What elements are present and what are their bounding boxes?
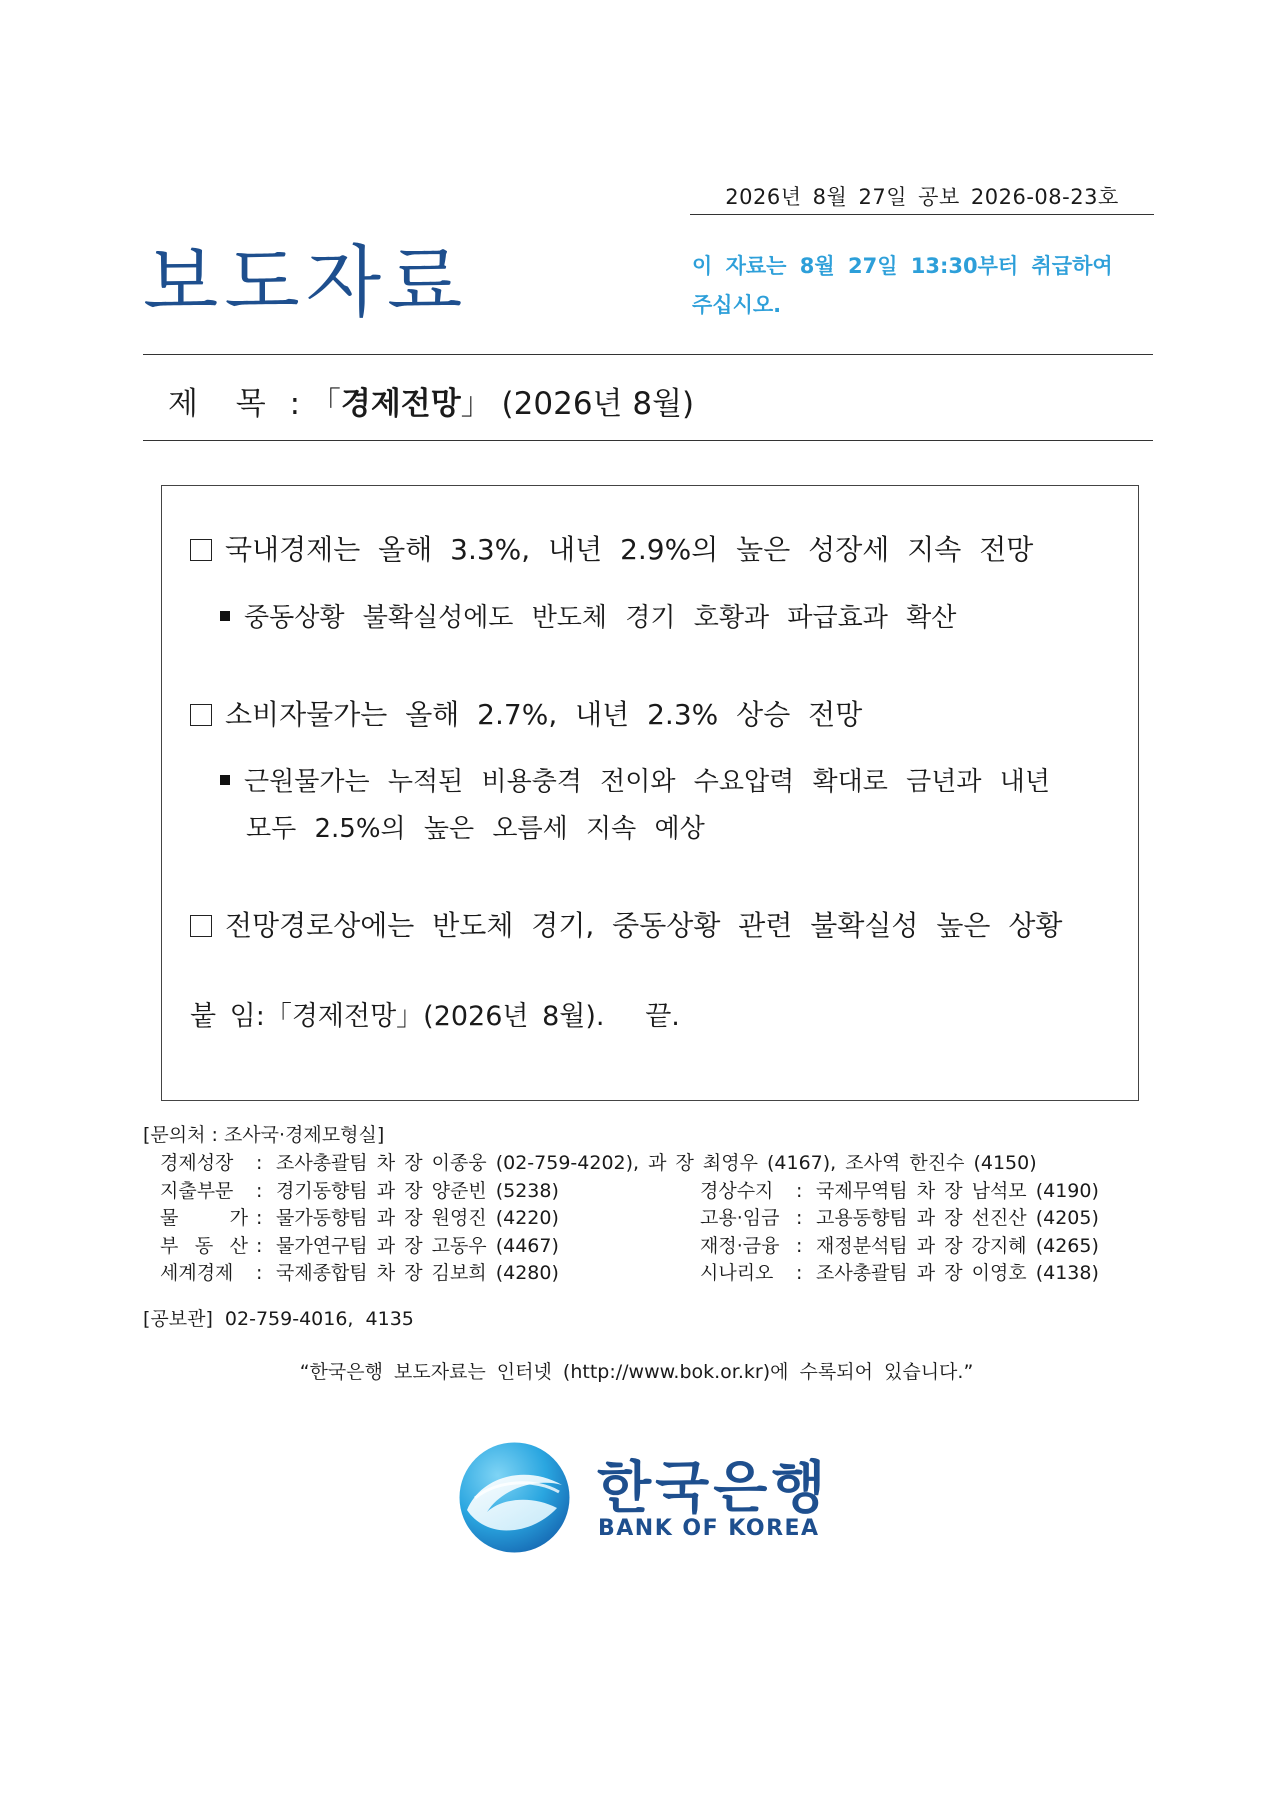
title-colon: : [279, 386, 310, 422]
summary-box [161, 485, 1139, 1101]
checkbox-bullet-icon [190, 539, 212, 561]
contact-dept-2: 재정·금융 [700, 1234, 780, 1257]
checkbox-bullet-icon [190, 704, 212, 726]
release-info-underline [690, 214, 1154, 215]
title-main: 경제전망 [340, 386, 461, 422]
summary-point-1 [190, 528, 1033, 568]
document-title [168, 378, 694, 423]
contact-value: 물가연구팀 과 장 고동우 (4467) [276, 1234, 559, 1257]
release-info: 2026년 8월 27일 공보 2026-08-23호 [725, 185, 1119, 209]
contact-value: 경기동향팀 과 장 양준빈 (5238) [276, 1179, 559, 1202]
contact-value-2: 재정분석팀 과 장 강지혜 (4265) [816, 1234, 1099, 1257]
summary-point-1-sub-text: 중동상황 불확실성에도 반도체 경기 호황과 파급효과 확산 [244, 603, 957, 633]
logo-korean-name: 한국은행 [597, 1456, 830, 1521]
press-office-line: [공보관] 02-759-4016, 4135 [143, 1308, 414, 1330]
embargo-line-2: 주십시오. [692, 293, 782, 317]
summary-point-2-sub [220, 759, 1050, 853]
summary-point-2 [190, 693, 862, 733]
footer-quote: “한국은행 보도자료는 인터넷 (http://www.bok.or.kr)에 수록되어 있습니다.” [299, 1361, 974, 1383]
title-close-bracket: 」 [460, 386, 492, 422]
contact-value: 조사총괄팀 차 장 이종웅 (02-759-4202), 과 장 최영우 (4167), 조사역 한진수 (4150) [276, 1152, 1037, 1174]
title-rule-bottom [143, 440, 1153, 441]
title-rule-top [143, 354, 1153, 355]
summary-point-2-text: 소비자물가는 올해 2.7%, 내년 2.3% 상승 전망 [225, 698, 863, 731]
logo-english-name: BANK OF KOREA [598, 1516, 820, 1541]
title-open-bracket: 「 [309, 386, 341, 422]
contact-dept: 세계경제 [160, 1262, 234, 1284]
square-bullet-icon [220, 611, 230, 621]
checkbox-bullet-icon [190, 915, 212, 937]
contact-colon-2: : [796, 1262, 803, 1284]
contact-dept: 지출부문 [160, 1179, 234, 1202]
contact-dept-2: 경상수지 [700, 1179, 774, 1202]
title-suffix: (2026년 8월) [491, 386, 695, 422]
contact-heading: [문의처 : 조사국·경제모형실] [143, 1124, 385, 1146]
summary-point-1-sub [220, 595, 956, 642]
summary-point-3 [190, 904, 1062, 944]
summary-point-2-sub-line-2: 모두 2.5%의 높은 오름세 지속 예상 [246, 814, 705, 844]
contact-colon-2: : [796, 1234, 803, 1257]
contact-value: 국제종합팀 차 장 김보희 (4280) [276, 1262, 559, 1284]
contact-dept-2: 시나리오 [700, 1262, 774, 1284]
contact-dept: 경제성장 [160, 1152, 234, 1174]
contact-dept-2: 고용·임금 [700, 1207, 780, 1229]
summary-point-1-text: 국내경제는 올해 3.3%, 내년 2.9%의 높은 성장세 지속 전망 [225, 533, 1034, 566]
contact-value-2: 조사총괄팀 과 장 이영호 (4138) [816, 1262, 1099, 1284]
contact-colon: : [256, 1207, 263, 1229]
contact-dept: 부 동 산 [160, 1234, 248, 1257]
contact-value: 물가동향팀 과 장 원영진 (4220) [276, 1207, 559, 1229]
embargo-notice [692, 247, 1172, 325]
masthead: 보도자료 [143, 238, 469, 328]
contact-colon-2: : [796, 1207, 803, 1229]
embargo-line-1: 이 자료는 8월 27일 13:30부터 취급하여 [692, 254, 1113, 278]
contact-colon: : [256, 1179, 263, 1202]
attachment-line [190, 994, 680, 1033]
contact-colon: : [256, 1152, 263, 1174]
contact-colon: : [256, 1262, 263, 1284]
contact-dept: 물 가 [160, 1207, 248, 1229]
summary-point-2-sub-line-1: 근원물가는 누적된 비용충격 전이와 수요압력 확대로 금년과 내년 [244, 767, 1050, 797]
end-mark: 끝. [645, 1001, 680, 1032]
attachment-text: 붙 임:「경제전망」(2026년 8월). [190, 1001, 605, 1032]
square-bullet-icon [220, 775, 230, 785]
contact-colon-2: : [796, 1179, 803, 1202]
summary-point-3-text: 전망경로상에는 반도체 경기, 중동상황 관련 불확실성 높은 상황 [225, 909, 1063, 942]
bank-of-korea-emblem-icon [457, 1440, 572, 1555]
contact-value-2: 국제무역팀 차 장 남석모 (4190) [816, 1179, 1099, 1202]
contact-colon: : [256, 1234, 263, 1257]
contact-value-2: 고용동향팀 과 장 선진산 (4205) [816, 1207, 1099, 1229]
title-label: 제 목 [168, 386, 280, 422]
